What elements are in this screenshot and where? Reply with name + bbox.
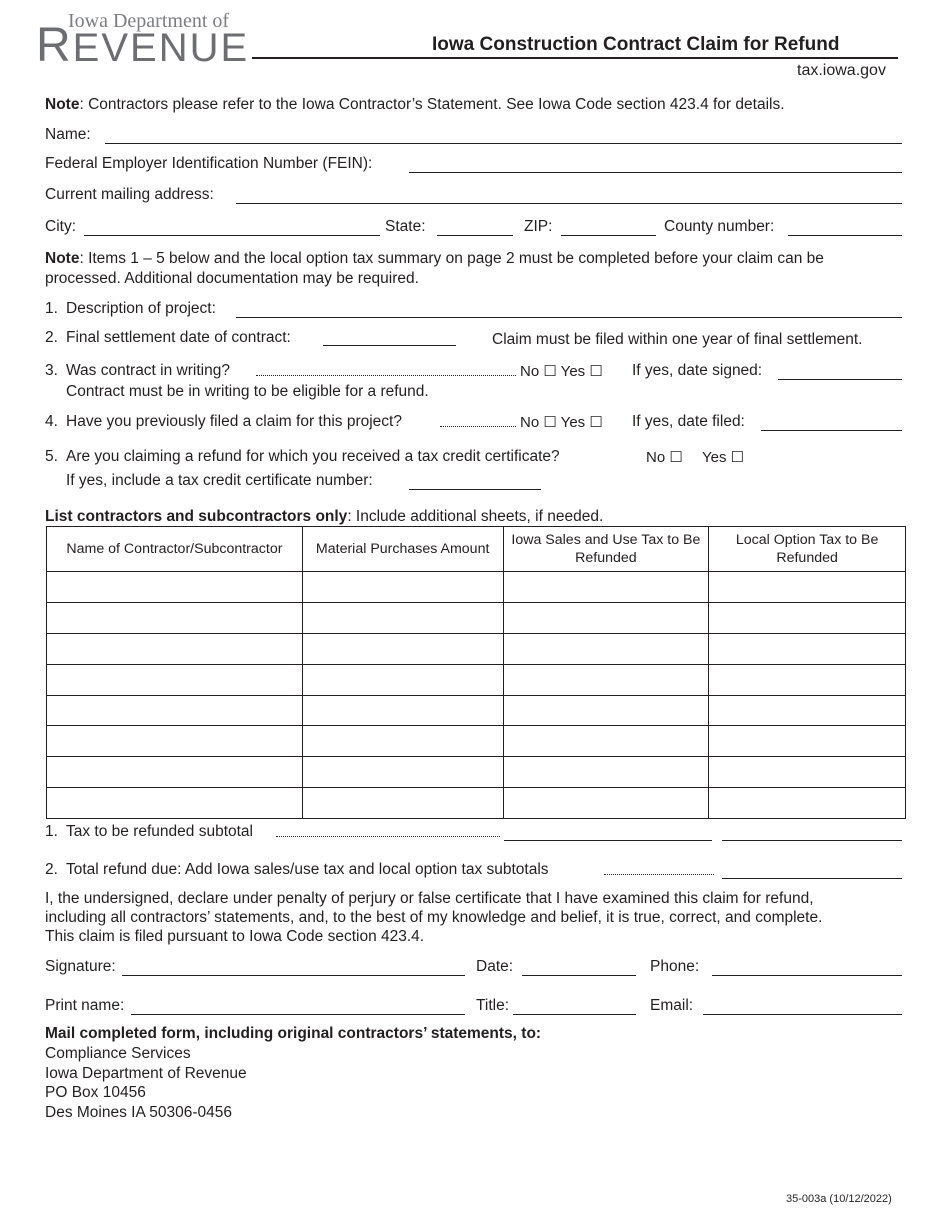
table-cell[interactable] bbox=[47, 602, 303, 633]
city-label: City: bbox=[45, 218, 76, 235]
name-label: Name: bbox=[45, 126, 91, 143]
col-local-option-tax: Local Option Tax to Be Refunded bbox=[709, 527, 906, 572]
table-cell[interactable] bbox=[47, 788, 303, 819]
table-cell[interactable] bbox=[47, 633, 303, 664]
mailing-field[interactable] bbox=[236, 203, 902, 204]
title-field[interactable] bbox=[513, 1014, 636, 1015]
header-rule bbox=[252, 57, 898, 59]
form-id: 35-003a (10/12/2022) bbox=[786, 1193, 892, 1205]
items-note-text: : Items 1 – 5 below and the local option tax summary on page 2 must be completed before your claim can be bbox=[79, 250, 824, 267]
table-cell[interactable] bbox=[302, 602, 503, 633]
table-cell[interactable] bbox=[47, 726, 303, 757]
item5-yes-option[interactable]: Yes ☐ bbox=[702, 449, 745, 466]
contractors-table bbox=[46, 526, 906, 819]
signature-field[interactable] bbox=[122, 975, 465, 976]
item4-number: 4. bbox=[45, 413, 58, 430]
table-cell[interactable] bbox=[709, 726, 906, 757]
table-row bbox=[47, 572, 906, 603]
table-row bbox=[47, 788, 906, 819]
table-cell[interactable] bbox=[709, 757, 906, 788]
mail-line2: Iowa Department of Revenue bbox=[45, 1065, 247, 1082]
table-cell[interactable] bbox=[302, 572, 503, 603]
item4-date-label: If yes, date filed: bbox=[632, 413, 745, 430]
table-cell[interactable] bbox=[503, 695, 709, 726]
table-row bbox=[47, 633, 906, 664]
table-cell[interactable] bbox=[709, 572, 906, 603]
table-cell[interactable] bbox=[47, 572, 303, 603]
table-row bbox=[47, 664, 906, 695]
table-row bbox=[47, 726, 906, 757]
item3-number: 3. bbox=[45, 362, 58, 379]
item1-number: 1. bbox=[45, 300, 58, 317]
date-filed-field[interactable] bbox=[761, 430, 902, 431]
state-label: State: bbox=[385, 218, 426, 235]
mailing-label: Current mailing address: bbox=[45, 186, 214, 203]
table-cell[interactable] bbox=[709, 695, 906, 726]
table-cell[interactable] bbox=[709, 788, 906, 819]
table-cell[interactable] bbox=[302, 757, 503, 788]
total2-leader bbox=[604, 874, 714, 875]
mail-line4: Des Moines IA 50306-0456 bbox=[45, 1104, 232, 1121]
table-cell[interactable] bbox=[503, 633, 709, 664]
table-cell[interactable] bbox=[709, 602, 906, 633]
item3-subnote: Contract must be in writing to be eligible for a refund. bbox=[66, 383, 429, 400]
table-cell[interactable] bbox=[302, 726, 503, 757]
print-name-label: Print name: bbox=[45, 997, 125, 1014]
table-cell[interactable] bbox=[302, 788, 503, 819]
item3-options[interactable]: No ☐ Yes ☐ bbox=[520, 363, 603, 380]
declaration-line1: I, the undersigned, declare under penalty of perjury or false certificate that I have examined this claim for refund, bbox=[45, 890, 814, 907]
mail-line1: Compliance Services bbox=[45, 1045, 191, 1062]
table-cell[interactable] bbox=[503, 757, 709, 788]
website: tax.iowa.gov bbox=[797, 62, 886, 79]
state-field[interactable] bbox=[437, 235, 513, 236]
total2-label: Total refund due: Add Iowa sales/use tax and local option tax subtotals bbox=[66, 861, 549, 878]
subtotal-iowa-tax-field[interactable] bbox=[504, 840, 712, 841]
item4-leader bbox=[440, 426, 516, 427]
certificate-number-field[interactable] bbox=[409, 489, 541, 490]
date-label: Date: bbox=[476, 958, 514, 975]
col-contractor-name: Name of Contractor/Subcontractor bbox=[47, 527, 303, 572]
item3-date-label: If yes, date signed: bbox=[632, 362, 763, 379]
table-cell[interactable] bbox=[503, 788, 709, 819]
table-cell[interactable] bbox=[302, 633, 503, 664]
fein-label: Federal Employer Identification Number (FEIN): bbox=[45, 155, 373, 172]
settlement-date-field[interactable] bbox=[323, 345, 456, 346]
table-row bbox=[47, 757, 906, 788]
zip-label: ZIP: bbox=[524, 218, 553, 235]
item5-subnote: If yes, include a tax credit certificate number: bbox=[66, 472, 373, 489]
date-field[interactable] bbox=[522, 975, 636, 976]
phone-label: Phone: bbox=[650, 958, 700, 975]
item2-label: Final settlement date of contract: bbox=[66, 329, 291, 346]
logo-revenue-initial: R bbox=[36, 19, 73, 72]
print-name-field[interactable] bbox=[131, 1014, 465, 1015]
logo-revenue-rest: EVENUE bbox=[72, 26, 250, 70]
date-signed-field[interactable] bbox=[778, 379, 902, 380]
items-note-line2: processed. Additional documentation may be required. bbox=[45, 270, 419, 287]
table-cell[interactable] bbox=[503, 726, 709, 757]
county-field[interactable] bbox=[788, 235, 902, 236]
city-field[interactable] bbox=[84, 235, 380, 236]
table-cell[interactable] bbox=[302, 664, 503, 695]
item2-note: Claim must be filed within one year of final settlement. bbox=[492, 331, 863, 348]
item4-options[interactable]: No ☐ Yes ☐ bbox=[520, 414, 603, 431]
mail-heading: Mail completed form, including original contractors’ statements, to: bbox=[45, 1025, 542, 1042]
phone-field[interactable] bbox=[712, 975, 902, 976]
total2-number: 2. bbox=[45, 861, 58, 878]
item1-label: Description of project: bbox=[66, 300, 216, 317]
table-row bbox=[47, 695, 906, 726]
table-row bbox=[47, 602, 906, 633]
total1-label: Tax to be refunded subtotal bbox=[66, 823, 253, 840]
table-cell[interactable] bbox=[47, 695, 303, 726]
items-note-label: Note bbox=[45, 250, 80, 267]
items-note-line1 bbox=[45, 250, 824, 268]
table-cell[interactable] bbox=[47, 664, 303, 695]
table-cell[interactable] bbox=[503, 664, 709, 695]
table-header-row bbox=[47, 527, 906, 572]
intro-note-text: : Contractors please refer to the Iowa Contractor’s Statement. See Iowa Code section 423.4 for details. bbox=[79, 96, 785, 113]
email-field[interactable] bbox=[703, 1014, 902, 1015]
page-title: Iowa Construction Contract Claim for Refund bbox=[432, 34, 840, 55]
col-material-purchases: Material Purchases Amount bbox=[302, 527, 503, 572]
mail-line3: PO Box 10456 bbox=[45, 1084, 146, 1101]
logo-dept-top: Iowa Department of bbox=[68, 10, 230, 32]
item5-number: 5. bbox=[45, 448, 58, 465]
item3-label: Was contract in writing? bbox=[66, 362, 230, 379]
table-cell[interactable] bbox=[503, 602, 709, 633]
list-heading-rest: : Include additional sheets, if needed. bbox=[347, 508, 604, 525]
total-refund-field[interactable] bbox=[722, 878, 902, 879]
intro-note bbox=[45, 96, 785, 114]
col-iowa-sales-use-tax: Iowa Sales and Use Tax to Be Refunded bbox=[503, 527, 709, 572]
name-field[interactable] bbox=[105, 143, 902, 144]
county-label: County number: bbox=[664, 218, 775, 235]
table-cell[interactable] bbox=[302, 695, 503, 726]
fein-field[interactable] bbox=[409, 172, 902, 173]
item5-no-option[interactable]: No ☐ bbox=[646, 449, 683, 466]
item5-label: Are you claiming a refund for which you received a tax credit certificate? bbox=[66, 448, 560, 465]
email-label: Email: bbox=[650, 997, 694, 1014]
item4-label: Have you previously filed a claim for this project? bbox=[66, 413, 402, 430]
title-label: Title: bbox=[476, 997, 510, 1014]
list-heading-bold: List contractors and subcontractors only bbox=[45, 508, 348, 525]
list-heading bbox=[45, 508, 603, 526]
table-cell[interactable] bbox=[47, 757, 303, 788]
project-description-field[interactable] bbox=[236, 317, 902, 318]
table-cell[interactable] bbox=[709, 633, 906, 664]
total1-leader bbox=[276, 836, 500, 837]
declaration-line3: This claim is filed pursuant to Iowa Code section 423.4. bbox=[45, 928, 425, 945]
zip-field[interactable] bbox=[561, 235, 656, 236]
item3-leader bbox=[256, 375, 516, 376]
table-cell[interactable] bbox=[503, 572, 709, 603]
declaration-line2: including all contractors’ statements, and, to the best of my knowledge and belief, it is true, correct, and complete. bbox=[45, 909, 823, 926]
intro-note-label: Note bbox=[45, 96, 80, 113]
total1-number: 1. bbox=[45, 823, 58, 840]
table-cell[interactable] bbox=[709, 664, 906, 695]
item2-number: 2. bbox=[45, 329, 58, 346]
signature-label: Signature: bbox=[45, 958, 116, 975]
subtotal-local-tax-field[interactable] bbox=[722, 840, 902, 841]
